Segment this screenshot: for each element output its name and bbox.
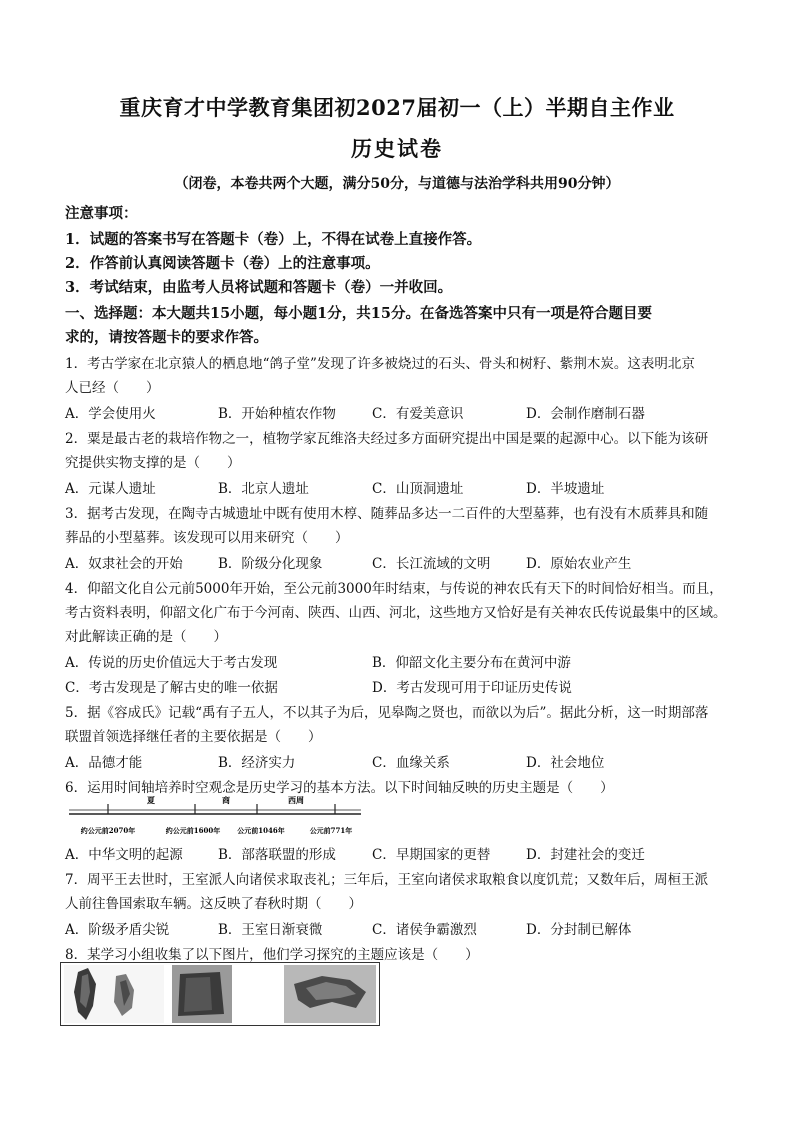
- question-options: [65, 552, 735, 572]
- question-text: 联盟首领选择继任者的主要依据是（ ）: [65, 729, 322, 745]
- question-text: 考古资料表明，仰韶文化广布于今河南、陕西、山西、河北，这些地方又恰好是有关神农氏传说最集中的区域。: [65, 605, 727, 621]
- question-text: 人前往鲁国索取车辆。这反映了春秋时期（ ）: [65, 896, 362, 912]
- option: C．血缘关系: [372, 755, 450, 771]
- notice-item: 1．试题的答案书写在答题卡（卷）上，不得在试卷上直接作答。: [65, 231, 482, 248]
- question-text: 人已经（ ）: [65, 380, 160, 396]
- option: D．半坡遗址: [526, 481, 605, 497]
- question-text: 3．据考古发现，在陶寺古城遗址中既有使用木椁、随葬品多达一二百件的大型墓葬，也有没有木质葬具和随: [65, 506, 709, 522]
- option: D．社会地位: [526, 755, 605, 771]
- timeline-era-label: 夏: [147, 795, 155, 805]
- notice-heading: 注意事项：: [65, 205, 138, 222]
- exam-note: （闭卷，本卷共两个大题，满分50分，与道德与法治学科共用90分钟）: [174, 176, 620, 192]
- option: A．中华文明的起源: [65, 847, 183, 863]
- option: D．考古发现可用于印证历史传说: [372, 680, 572, 696]
- notice-item: 2．作答前认真阅读答题卡（卷）上的注意事项。: [65, 255, 380, 272]
- question-text: 5．据《容成氏》记载“禹有子五人，不以其子为后，见皋陶之贤也，而欲以为后”。据此分析，这一时期部落: [65, 705, 709, 721]
- option: C．有爱美意识: [372, 406, 464, 422]
- option: C．考古发现是了解古史的唯一依据: [65, 680, 278, 696]
- question-options: [65, 402, 735, 422]
- option: B．开始种植农作物: [218, 406, 336, 422]
- option: A．学会使用火: [65, 406, 156, 422]
- question-options: [65, 843, 735, 863]
- section-heading: 一、选择题：本大题共15小题，每小题1分，共15分。在备选答案中只有一项是符合题目要: [65, 305, 652, 322]
- stone-tools-photo: [64, 965, 164, 1023]
- option: C．长江流域的文明: [372, 556, 491, 572]
- option: A．传说的历史价值远大于考古发现: [65, 655, 278, 671]
- artifact-photos: [60, 962, 380, 1026]
- question-text: 究提供实物支撑的是（ ）: [65, 455, 241, 471]
- option: D．封建社会的变迁: [526, 847, 645, 863]
- polished-axe-photo: [172, 965, 232, 1023]
- option: C．山顶洞遗址: [372, 481, 464, 497]
- question-options: [65, 676, 735, 696]
- option: A．奴隶社会的开始: [65, 556, 183, 572]
- option: B．仰韶文化主要分布在黄河中游: [372, 655, 571, 671]
- timeline-era-label: 西周: [288, 795, 304, 805]
- timeline-date-label: 公元前1046年: [237, 826, 285, 835]
- option: C．早期国家的更替: [372, 847, 491, 863]
- timeline-date-label: 约公元前1600年: [165, 826, 221, 835]
- option: D．分封制已解体: [526, 922, 632, 938]
- option: B．部落联盟的形成: [218, 847, 336, 863]
- option: B．经济实力: [218, 755, 296, 771]
- question-text: 1．考古学家在北京猿人的栖息地“鸽子堂”发现了许多被烧过的石头、骨头和树籽、紫荆木炭。这表明北京: [65, 356, 695, 372]
- question-text: 8．某学习小组收集了以下图片，他们学习探究的主题应该是（ ）: [65, 947, 479, 963]
- axe-detail: [184, 977, 212, 1012]
- option: C．诸侯争霸激烈: [372, 922, 477, 938]
- notice-item: 3．考试结束，由监考人员将试题和答题卡（卷）一并收回。: [65, 279, 453, 296]
- bronze-tool-photo: [284, 965, 376, 1023]
- option: A．阶级矛盾尖锐: [65, 922, 170, 938]
- question-options: [65, 918, 735, 938]
- question-options: [65, 651, 735, 671]
- option: A．元谋人遗址: [65, 481, 156, 497]
- question-text: 4．仰韶文化自公元前5000年开始，至公元前3000年时结束，与传说的神农氏有天下的时间恰好相当。而且，: [65, 581, 723, 597]
- question-text: 葬品的小型墓葬。该发现可以用来研究（ ）: [65, 530, 349, 546]
- timeline-era-label: 商: [222, 795, 230, 805]
- option: B．北京人遗址: [218, 481, 309, 497]
- option: A．品德才能: [65, 755, 143, 771]
- option: B．王室日渐衰微: [218, 922, 323, 938]
- question-options: [65, 477, 735, 497]
- question-text: 6．运用时间轴培养时空观念是历史学习的基本方法。以下时间轴反映的历史主题是（ ）: [65, 780, 614, 796]
- history-timeline: [65, 792, 365, 840]
- exam-subtitle: 历史试卷: [351, 136, 443, 161]
- timeline-date-label: 约公元前2070年: [80, 826, 136, 835]
- question-text: 7．周平王去世时，王室派人向诸侯求取丧礼；三年后，王室向诸侯求取粮食以度饥荒；又数年后，周桓王派: [65, 872, 709, 888]
- question-options: [65, 751, 735, 771]
- question-text: 2．粟是最古老的栽培作物之一，植物学家瓦维洛夫经过多方面研究提出中国是粟的起源中心。以下能为该研: [65, 431, 709, 447]
- question-text: 对此解读正确的是（ ）: [65, 629, 227, 645]
- option: D．会制作磨制石器: [526, 406, 645, 422]
- option: D．原始农业产生: [526, 556, 632, 572]
- timeline-date-label: 公元前771年: [309, 826, 353, 835]
- exam-title: 重庆育才中学教育集团初2027届初一（上）半期自主作业: [119, 95, 675, 120]
- option: B．阶级分化现象: [218, 556, 323, 572]
- section-heading: 求的，请按答题卡的要求作答。: [65, 329, 268, 346]
